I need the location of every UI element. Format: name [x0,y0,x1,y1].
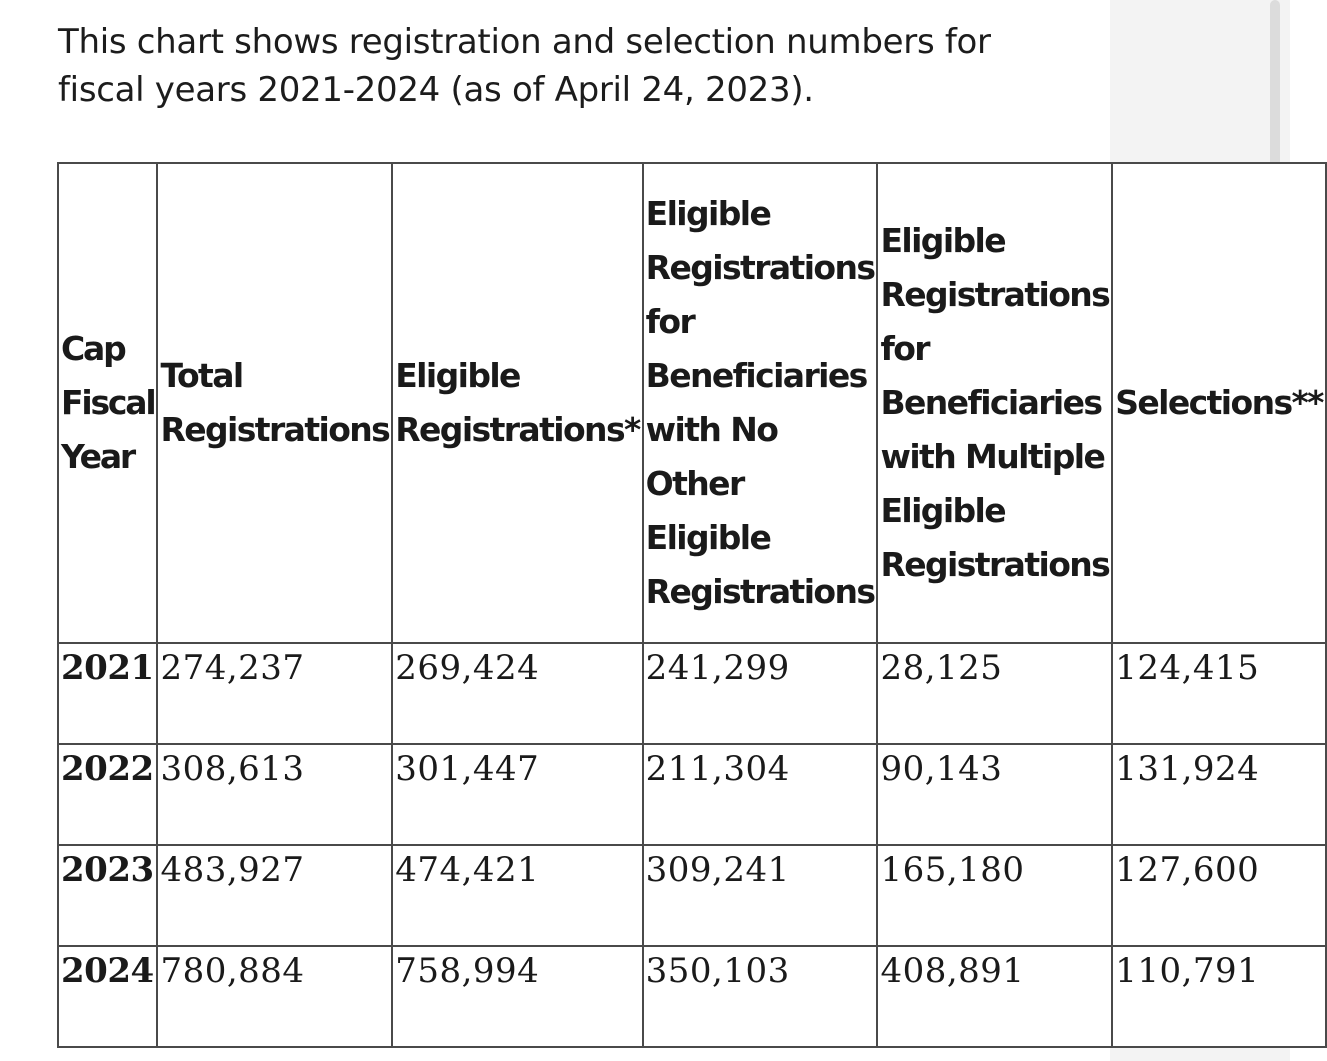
cell-selections: 127,600 [1112,845,1326,946]
header-selections: Selections** [1112,163,1326,643]
header-row [58,163,1326,643]
cell-eligible-no-other: 309,241 [643,845,878,946]
cell-total-registrations: 483,927 [157,845,392,946]
cell-year: 2023 [58,845,157,946]
cell-selections: 131,924 [1112,744,1326,845]
table-row [58,643,1326,744]
cell-eligible-multiple: 28,125 [877,643,1112,744]
cell-eligible-no-other: 241,299 [643,643,878,744]
table-row [58,744,1326,845]
header-total-registrations: Total Registrations [157,163,392,643]
table-row [58,845,1326,946]
cell-eligible-registrations: 758,994 [392,946,642,1047]
table-row [58,946,1326,1047]
cell-eligible-no-other: 211,304 [643,744,878,845]
cell-eligible-multiple: 90,143 [877,744,1112,845]
cell-year: 2024 [58,946,157,1047]
intro-text: This chart shows registration and selection numbers for fiscal years 2021-2024 (as of April 24, 2023). [58,22,991,110]
cell-total-registrations: 274,237 [157,643,392,744]
cell-eligible-multiple: 408,891 [877,946,1112,1047]
header-cap-fiscal-year: Cap Fiscal Year [58,163,157,643]
cell-year: 2022 [58,744,157,845]
cell-selections: 110,791 [1112,946,1326,1047]
cell-eligible-registrations: 301,447 [392,744,642,845]
cell-total-registrations: 308,613 [157,744,392,845]
header-eligible-no-other: Eligible Registrations for Beneficiaries with No Other Eligible Registrations [643,163,878,643]
cell-eligible-registrations: 474,421 [392,845,642,946]
cell-year: 2021 [58,643,157,744]
cell-selections: 124,415 [1112,643,1326,744]
cell-eligible-multiple: 165,180 [877,845,1112,946]
header-eligible-multiple: Eligible Registrations for Beneficiaries with Multiple Eligible Registrations [877,163,1112,643]
cell-eligible-no-other: 350,103 [643,946,878,1047]
cell-total-registrations: 780,884 [157,946,392,1047]
cell-eligible-registrations: 269,424 [392,643,642,744]
header-eligible-registrations: Eligible Registrations* [392,163,642,643]
registration-table [57,162,1327,1048]
